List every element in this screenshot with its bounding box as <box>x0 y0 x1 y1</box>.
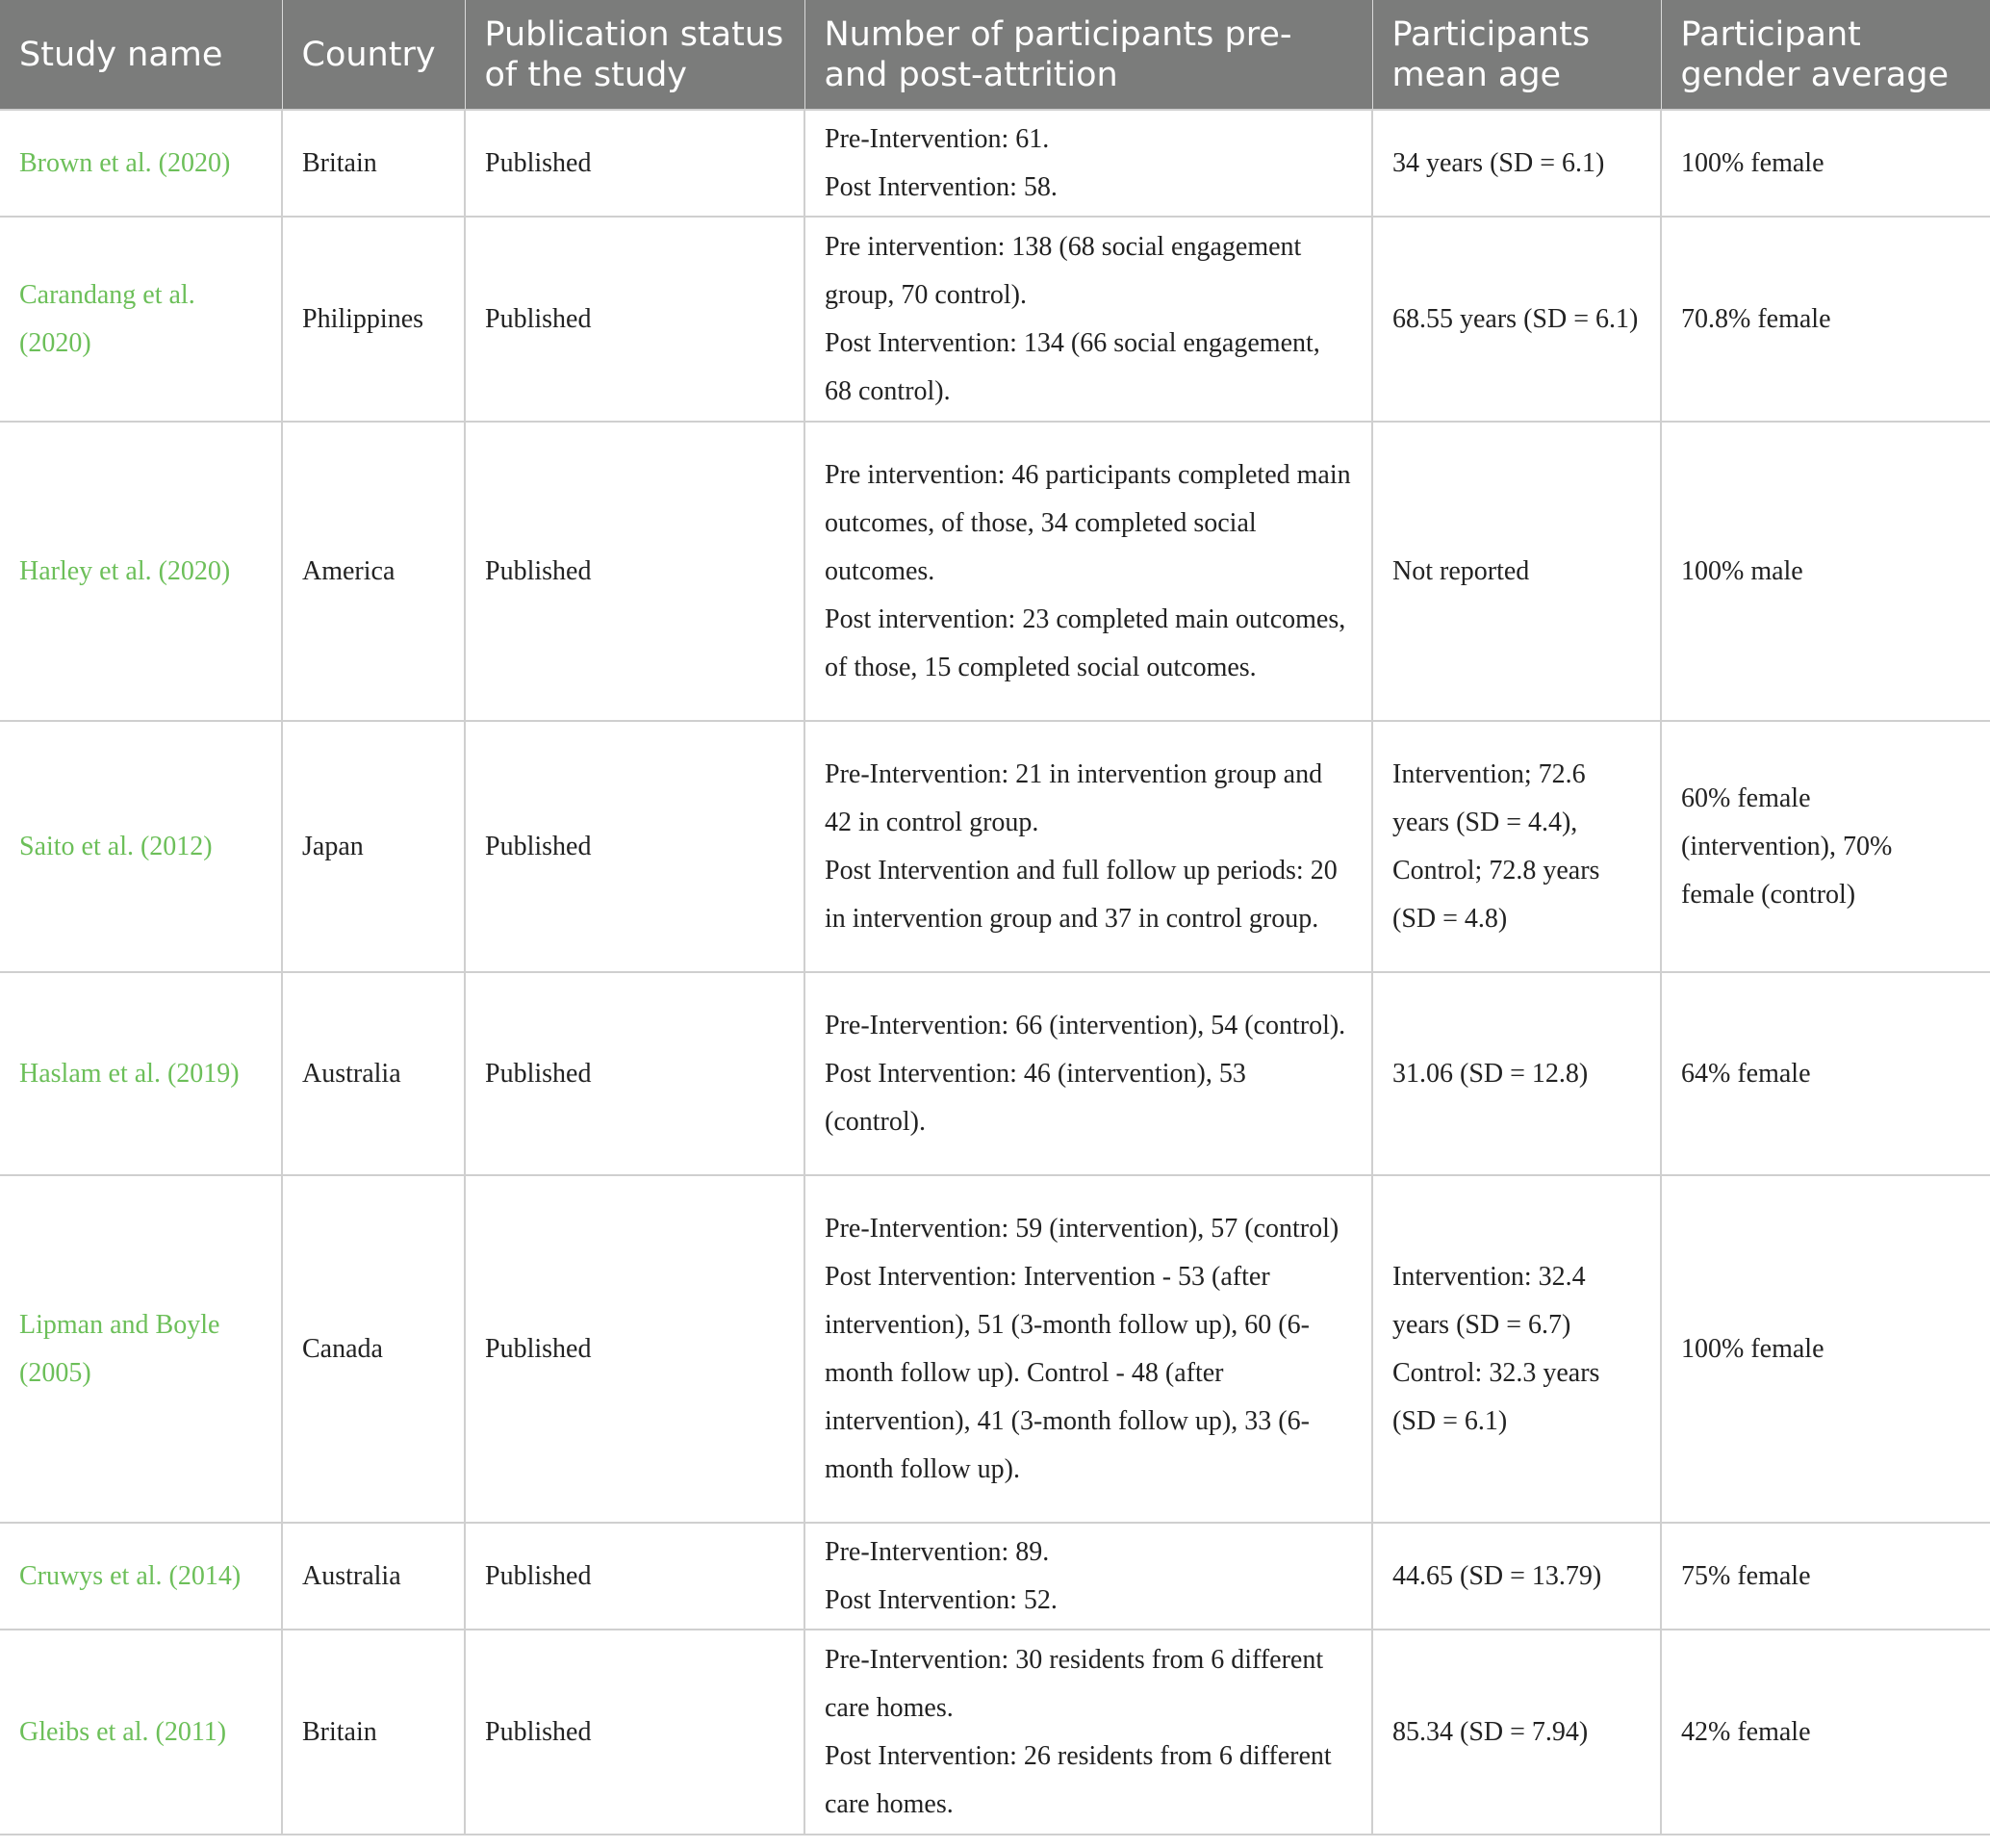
header-participants: Number of participants pre- and post-attrition <box>804 0 1372 110</box>
mean-age-cell: 85.34 (SD = 7.94) <box>1372 1630 1661 1835</box>
table-row <box>0 721 1990 972</box>
status-cell: Published <box>465 1175 804 1523</box>
table-row <box>0 422 1990 721</box>
participants-cell <box>804 110 1372 217</box>
participants-pre: Pre-Intervention: 21 in intervention group and 42 in control group. <box>825 758 1323 837</box>
participants-cell <box>804 1175 1372 1523</box>
participants-cell <box>804 422 1372 721</box>
table-row <box>0 972 1990 1175</box>
gender-cell: 64% female <box>1661 972 1990 1175</box>
participants-post: Post Intervention and full follow up periods: 20 in intervention group and 37 in control group. <box>825 855 1338 934</box>
status-cell: Published <box>465 217 804 422</box>
participants-post: Post Intervention: 58. <box>825 171 1058 202</box>
status-cell: Published <box>465 1630 804 1835</box>
country-cell: Britain <box>282 1630 465 1835</box>
study-name-link[interactable]: Haslam et al. (2019) <box>0 972 282 1175</box>
table-row <box>0 217 1990 422</box>
country-cell: Philippines <box>282 217 465 422</box>
study-name-link[interactable]: Lipman and Boyle (2005) <box>0 1175 282 1523</box>
study-name-link[interactable]: Brown et al. (2020) <box>0 110 282 217</box>
gender-cell: 100% female <box>1661 1175 1990 1523</box>
mean-age-cell: Not reported <box>1372 422 1661 721</box>
country-cell: Canada <box>282 1175 465 1523</box>
mean-age-cell: 34 years (SD = 6.1) <box>1372 110 1661 217</box>
participants-cell <box>804 972 1372 1175</box>
header-row <box>0 0 1990 110</box>
header-country: Country <box>282 0 465 110</box>
participants-pre: Pre-Intervention: 61. <box>825 123 1050 154</box>
gender-cell: 100% male <box>1661 422 1990 721</box>
mean-age-cell: Intervention; 72.6 years (SD = 4.4), Control; 72.8 years (SD = 4.8) <box>1372 721 1661 972</box>
participants-post: Post Intervention: 46 (intervention), 53 (control). <box>825 1058 1246 1137</box>
status-cell: Published <box>465 721 804 972</box>
participants-pre: Pre intervention: 138 (68 social engagement group, 70 control). <box>825 231 1302 310</box>
mean-age-cell: 68.55 years (SD = 6.1) <box>1372 217 1661 422</box>
status-cell: Published <box>465 422 804 721</box>
table-row <box>0 1630 1990 1835</box>
participants-cell <box>804 721 1372 972</box>
status-cell: Published <box>465 972 804 1175</box>
table-row <box>0 110 1990 217</box>
table-body <box>0 110 1990 1835</box>
gender-cell: 100% female <box>1661 110 1990 217</box>
participants-post: Post Intervention: 134 (66 social engagement, 68 control). <box>825 327 1320 406</box>
country-cell: Britain <box>282 110 465 217</box>
table-row <box>0 1175 1990 1523</box>
gender-cell: 42% female <box>1661 1630 1990 1835</box>
participants-cell <box>804 217 1372 422</box>
table-row <box>0 1523 1990 1630</box>
participants-cell <box>804 1523 1372 1630</box>
participants-pre: Pre-Intervention: 66 (intervention), 54 (control). <box>825 1010 1346 1040</box>
country-cell: America <box>282 422 465 721</box>
participants-cell <box>804 1630 1372 1835</box>
participants-post: Post Intervention: 26 residents from 6 different care homes. <box>825 1740 1332 1819</box>
study-name-link[interactable]: Cruwys et al. (2014) <box>0 1523 282 1630</box>
participants-pre: Pre-Intervention: 89. <box>825 1536 1050 1567</box>
mean-age-cell: 31.06 (SD = 12.8) <box>1372 972 1661 1175</box>
country-cell: Australia <box>282 972 465 1175</box>
country-cell: Japan <box>282 721 465 972</box>
gender-cell: 60% female (intervention), 70% female (control) <box>1661 721 1990 972</box>
header-publication-status: Publication status of the study <box>465 0 804 110</box>
study-name-link[interactable]: Harley et al. (2020) <box>0 422 282 721</box>
mean-age-cell: Intervention: 32.4 years (SD = 6.7) Control: 32.3 years (SD = 6.1) <box>1372 1175 1661 1523</box>
mean-age-cell: 44.65 (SD = 13.79) <box>1372 1523 1661 1630</box>
participants-pre: Pre-Intervention: 59 (intervention), 57 (control) <box>825 1213 1339 1244</box>
participants-post: Post Intervention: Intervention - 53 (after intervention), 51 (3-month follow up), 60 (6-month follow up). Control - 48 (after intervention), 41 (3-month follow up), 33 (6-month follow up). <box>825 1261 1310 1484</box>
participants-pre: Pre-Intervention: 30 residents from 6 different care homes. <box>825 1644 1324 1723</box>
status-cell: Published <box>465 1523 804 1630</box>
study-name-link[interactable]: Saito et al. (2012) <box>0 721 282 972</box>
study-name-link[interactable]: Gleibs et al. (2011) <box>0 1630 282 1835</box>
table-header <box>0 0 1990 110</box>
status-cell: Published <box>465 110 804 217</box>
header-gender-average: Participant gender average <box>1661 0 1990 110</box>
study-name-link[interactable]: Carandang et al. (2020) <box>0 217 282 422</box>
gender-cell: 75% female <box>1661 1523 1990 1630</box>
header-mean-age: Participants mean age <box>1372 0 1661 110</box>
header-study-name: Study name <box>0 0 282 110</box>
participants-post: Post intervention: 23 completed main outcomes, of those, 15 completed social outcomes. <box>825 603 1346 682</box>
gender-cell: 70.8% female <box>1661 217 1990 422</box>
participants-pre: Pre intervention: 46 participants completed main outcomes, of those, 34 completed social outcomes. <box>825 459 1351 586</box>
country-cell: Australia <box>282 1523 465 1630</box>
participants-post: Post Intervention: 52. <box>825 1584 1058 1615</box>
